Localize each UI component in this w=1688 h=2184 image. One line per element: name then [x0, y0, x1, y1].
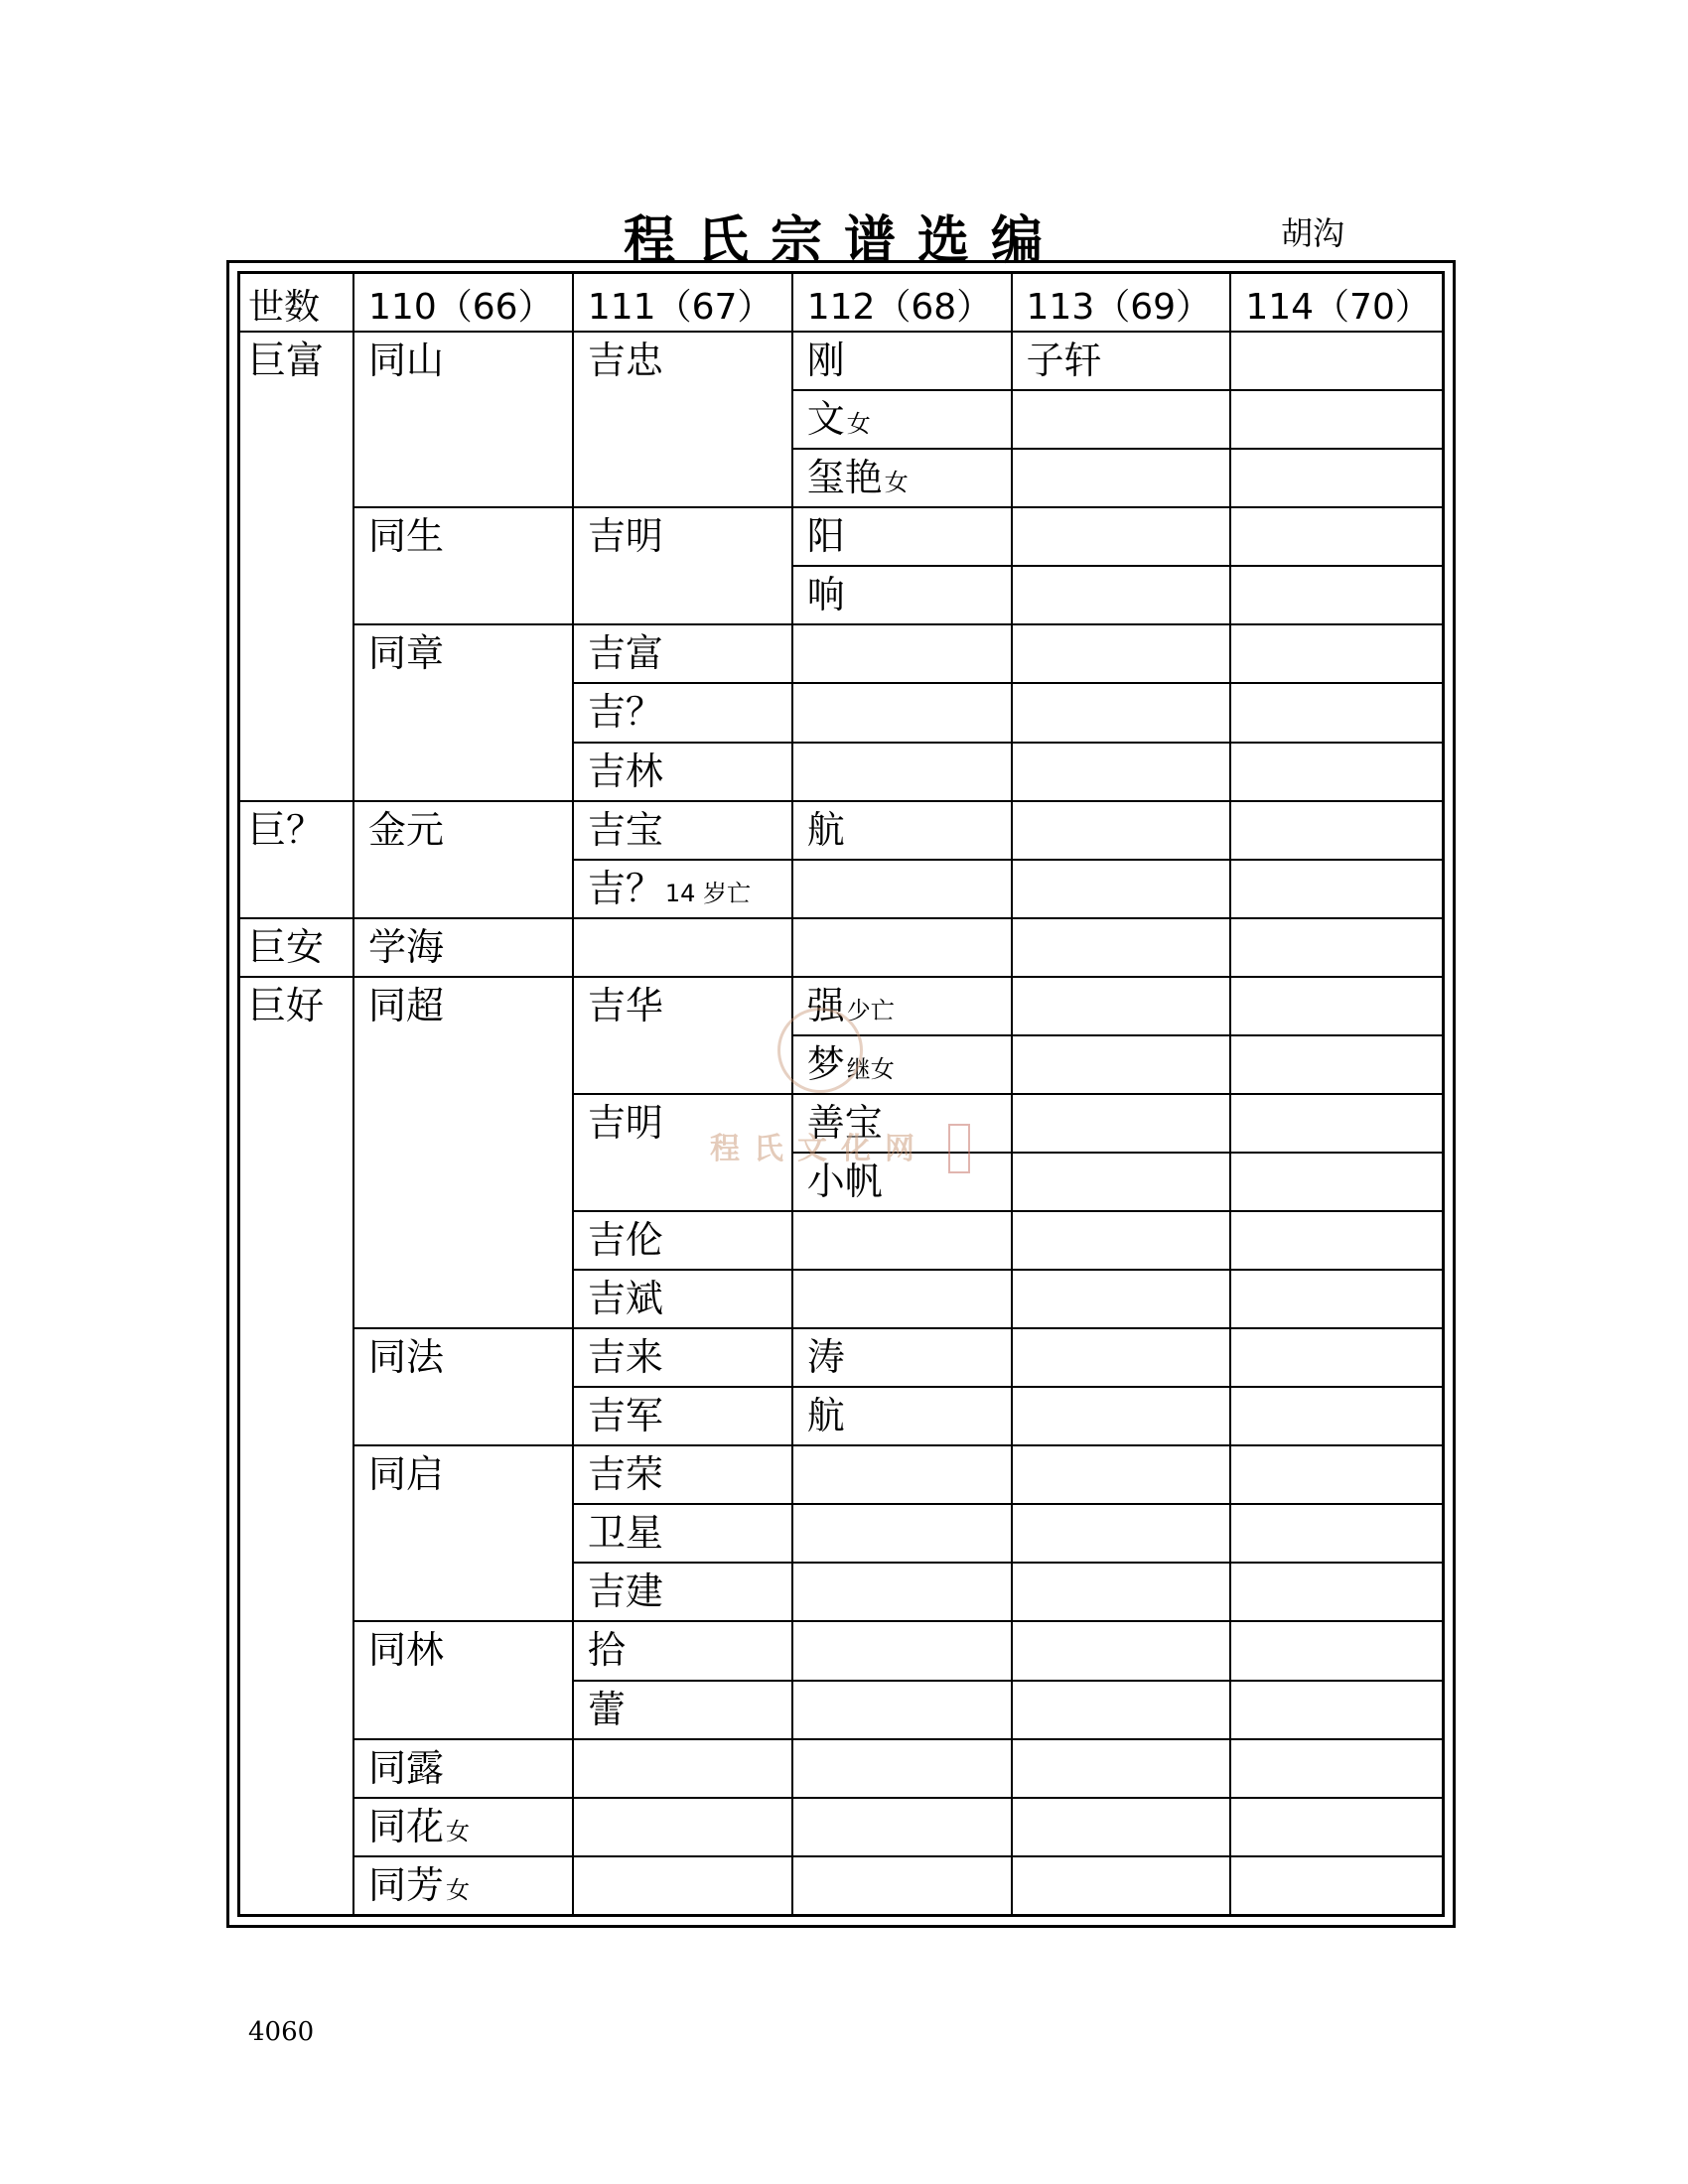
gen111-cell: 吉宝 — [573, 801, 792, 860]
note-female: 女 — [446, 1875, 471, 1904]
watermark-text: 程氏文化网 — [710, 1132, 928, 1166]
gen114-cell — [1230, 1563, 1443, 1621]
header-gen-114: 114（70） — [1230, 273, 1443, 332]
table-row — [239, 801, 1443, 860]
gen113-cell — [1012, 801, 1231, 860]
gen114-cell — [1230, 507, 1443, 566]
gen113-cell — [1012, 1739, 1231, 1798]
gen114-cell — [1230, 1328, 1443, 1387]
note-died-young: 少亡 — [846, 996, 895, 1024]
gen114-cell — [1230, 1153, 1443, 1211]
gen114-cell — [1230, 1856, 1443, 1915]
gen111-cell: 吉明 — [573, 1094, 792, 1211]
gen114-cell — [1230, 1681, 1443, 1739]
gen110-cell: 同启 — [353, 1445, 573, 1621]
ancestor-cell: 巨好 — [239, 977, 353, 1915]
gen114-cell — [1230, 1504, 1443, 1563]
gen112-cell: 航 — [792, 1387, 1012, 1445]
gen112-cell — [792, 743, 1012, 801]
header-gen-112: 112（68） — [792, 273, 1012, 332]
gen113-cell — [1012, 390, 1231, 449]
gen112-cell: 善宝 — [792, 1094, 1012, 1153]
gen114-cell — [1230, 1035, 1443, 1094]
note-female: 女 — [446, 1817, 471, 1845]
gen112-cell: 梦继女 — [792, 1035, 1012, 1094]
gen111-cell: 吉林 — [573, 743, 792, 801]
gen114-cell — [1230, 683, 1443, 742]
gen113-cell — [1012, 1328, 1231, 1387]
gen113-cell — [1012, 507, 1231, 566]
gen113-cell — [1012, 683, 1231, 742]
gen110-cell: 同章 — [353, 624, 573, 800]
gen110-cell: 同超 — [353, 977, 573, 1328]
gen110-cell: 同法 — [353, 1328, 573, 1445]
gen110-cell: 学海 — [353, 918, 573, 977]
genealogy-table-frame — [226, 260, 1456, 1928]
gen112-cell — [792, 1504, 1012, 1563]
gen114-cell — [1230, 1211, 1443, 1270]
table-row — [239, 1445, 1443, 1504]
ancestor-cell: 巨富 — [239, 332, 353, 801]
gen113-cell — [1012, 1621, 1231, 1680]
header-gen-110: 110（66） — [353, 273, 573, 332]
gen112-cell — [792, 683, 1012, 742]
gen112-cell: 文女 — [792, 390, 1012, 449]
gen111-cell — [573, 1739, 792, 1798]
gen110-cell: 同生 — [353, 507, 573, 624]
gen112-cell — [792, 1270, 1012, 1328]
table-row — [239, 507, 1443, 566]
gen114-cell — [1230, 1094, 1443, 1153]
gen114-cell — [1230, 332, 1443, 390]
gen112-cell: 强少亡 — [792, 977, 1012, 1035]
gen111-cell: 吉？14 岁亡 — [573, 860, 792, 918]
gen112-cell: 小帆 — [792, 1153, 1012, 1211]
gen111-cell: 蕾 — [573, 1681, 792, 1739]
table-row — [239, 1621, 1443, 1680]
gen113-cell — [1012, 1035, 1231, 1094]
table-row — [239, 1328, 1443, 1387]
table-row — [239, 1856, 1443, 1915]
gen110-cell: 同山 — [353, 332, 573, 507]
gen112-cell — [792, 860, 1012, 918]
gen112-cell: 刚 — [792, 332, 1012, 390]
table-row — [239, 1798, 1443, 1856]
gen113-cell — [1012, 860, 1231, 918]
gen112-cell — [792, 1681, 1012, 1739]
page-title: 程氏宗谱选编 — [623, 211, 1064, 271]
gen111-cell: 卫星 — [573, 1504, 792, 1563]
gen113-cell — [1012, 743, 1231, 801]
gen114-cell — [1230, 860, 1443, 918]
gen111-cell: 吉斌 — [573, 1270, 792, 1328]
gen111-cell — [573, 918, 792, 977]
genealogy-table — [238, 272, 1444, 1916]
gen112-cell — [792, 624, 1012, 683]
gen114-cell — [1230, 1270, 1443, 1328]
ancestor-cell: 巨？ — [239, 801, 353, 918]
gen112-cell: 响 — [792, 566, 1012, 624]
gen112-cell: 航 — [792, 801, 1012, 860]
gen112-cell — [792, 1621, 1012, 1680]
gen113-cell — [1012, 1563, 1231, 1621]
table-row — [239, 977, 1443, 1035]
gen112-cell: 玺艳女 — [792, 449, 1012, 507]
gen114-cell — [1230, 1739, 1443, 1798]
gen113-cell — [1012, 1445, 1231, 1504]
gen112-cell — [792, 1445, 1012, 1504]
note-step-daughter: 继女 — [846, 1054, 895, 1083]
gen110-cell: 同芳女 — [353, 1856, 573, 1915]
gen112-cell — [792, 1563, 1012, 1621]
gen113-cell — [1012, 1211, 1231, 1270]
gen113-cell — [1012, 1094, 1231, 1153]
gen112-cell — [792, 918, 1012, 977]
gen111-cell — [573, 1856, 792, 1915]
gen112-cell — [792, 1798, 1012, 1856]
gen113-cell — [1012, 1798, 1231, 1856]
gen111-cell: 吉忠 — [573, 332, 792, 507]
gen113-cell: 子轩 — [1012, 332, 1231, 390]
gen111-cell: 吉荣 — [573, 1445, 792, 1504]
gen113-cell — [1012, 449, 1231, 507]
place-name: 胡沟 — [1281, 214, 1345, 252]
gen114-cell — [1230, 449, 1443, 507]
gen111-cell: 吉明 — [573, 507, 792, 624]
gen114-cell — [1230, 801, 1443, 860]
gen114-cell — [1230, 390, 1443, 449]
table-row — [239, 1739, 1443, 1798]
gen112-cell — [792, 1739, 1012, 1798]
gen113-cell — [1012, 566, 1231, 624]
gen113-cell — [1012, 1856, 1231, 1915]
gen114-cell — [1230, 918, 1443, 977]
gen114-cell — [1230, 743, 1443, 801]
gen112-cell — [792, 1856, 1012, 1915]
page-number: 4060 — [248, 2017, 315, 2047]
gen112-cell: 阳 — [792, 507, 1012, 566]
header-gen-113: 113（69） — [1012, 273, 1231, 332]
note-female: 女 — [884, 469, 909, 497]
table-row — [239, 332, 1443, 390]
gen113-cell — [1012, 918, 1231, 977]
gen113-cell — [1012, 1504, 1231, 1563]
header-gen-111: 111（67） — [573, 273, 792, 332]
gen111-cell: 吉军 — [573, 1387, 792, 1445]
gen114-cell — [1230, 977, 1443, 1035]
gen110-cell: 同露 — [353, 1739, 573, 1798]
gen114-cell — [1230, 624, 1443, 683]
gen113-cell — [1012, 1153, 1231, 1211]
table-row — [239, 918, 1443, 977]
gen111-cell: 拾 — [573, 1621, 792, 1680]
gen114-cell — [1230, 1445, 1443, 1504]
gen114-cell — [1230, 566, 1443, 624]
gen111-cell: 吉华 — [573, 977, 792, 1094]
gen111-cell: 吉富 — [573, 624, 792, 683]
ancestor-cell: 巨安 — [239, 918, 353, 977]
gen113-cell — [1012, 1270, 1231, 1328]
gen111-cell: 吉建 — [573, 1563, 792, 1621]
gen114-cell — [1230, 1621, 1443, 1680]
note-died-young: 14 岁亡 — [664, 879, 752, 907]
header-row — [239, 273, 1443, 332]
gen114-cell — [1230, 1798, 1443, 1856]
gen112-cell — [792, 1211, 1012, 1270]
gen110-cell: 同林 — [353, 1621, 573, 1738]
gen113-cell — [1012, 977, 1231, 1035]
header-generation: 世数 — [239, 273, 353, 332]
gen113-cell — [1012, 1387, 1231, 1445]
gen113-cell — [1012, 1681, 1231, 1739]
gen111-cell: 吉来 — [573, 1328, 792, 1387]
gen113-cell — [1012, 624, 1231, 683]
gen111-cell: 吉？ — [573, 683, 792, 742]
note-female: 女 — [846, 410, 871, 439]
gen111-cell — [573, 1798, 792, 1856]
gen111-cell: 吉伦 — [573, 1211, 792, 1270]
gen112-cell: 涛 — [792, 1328, 1012, 1387]
gen110-cell: 金元 — [353, 801, 573, 918]
gen110-cell: 同花女 — [353, 1798, 573, 1856]
table-row — [239, 624, 1443, 683]
gen114-cell — [1230, 1387, 1443, 1445]
